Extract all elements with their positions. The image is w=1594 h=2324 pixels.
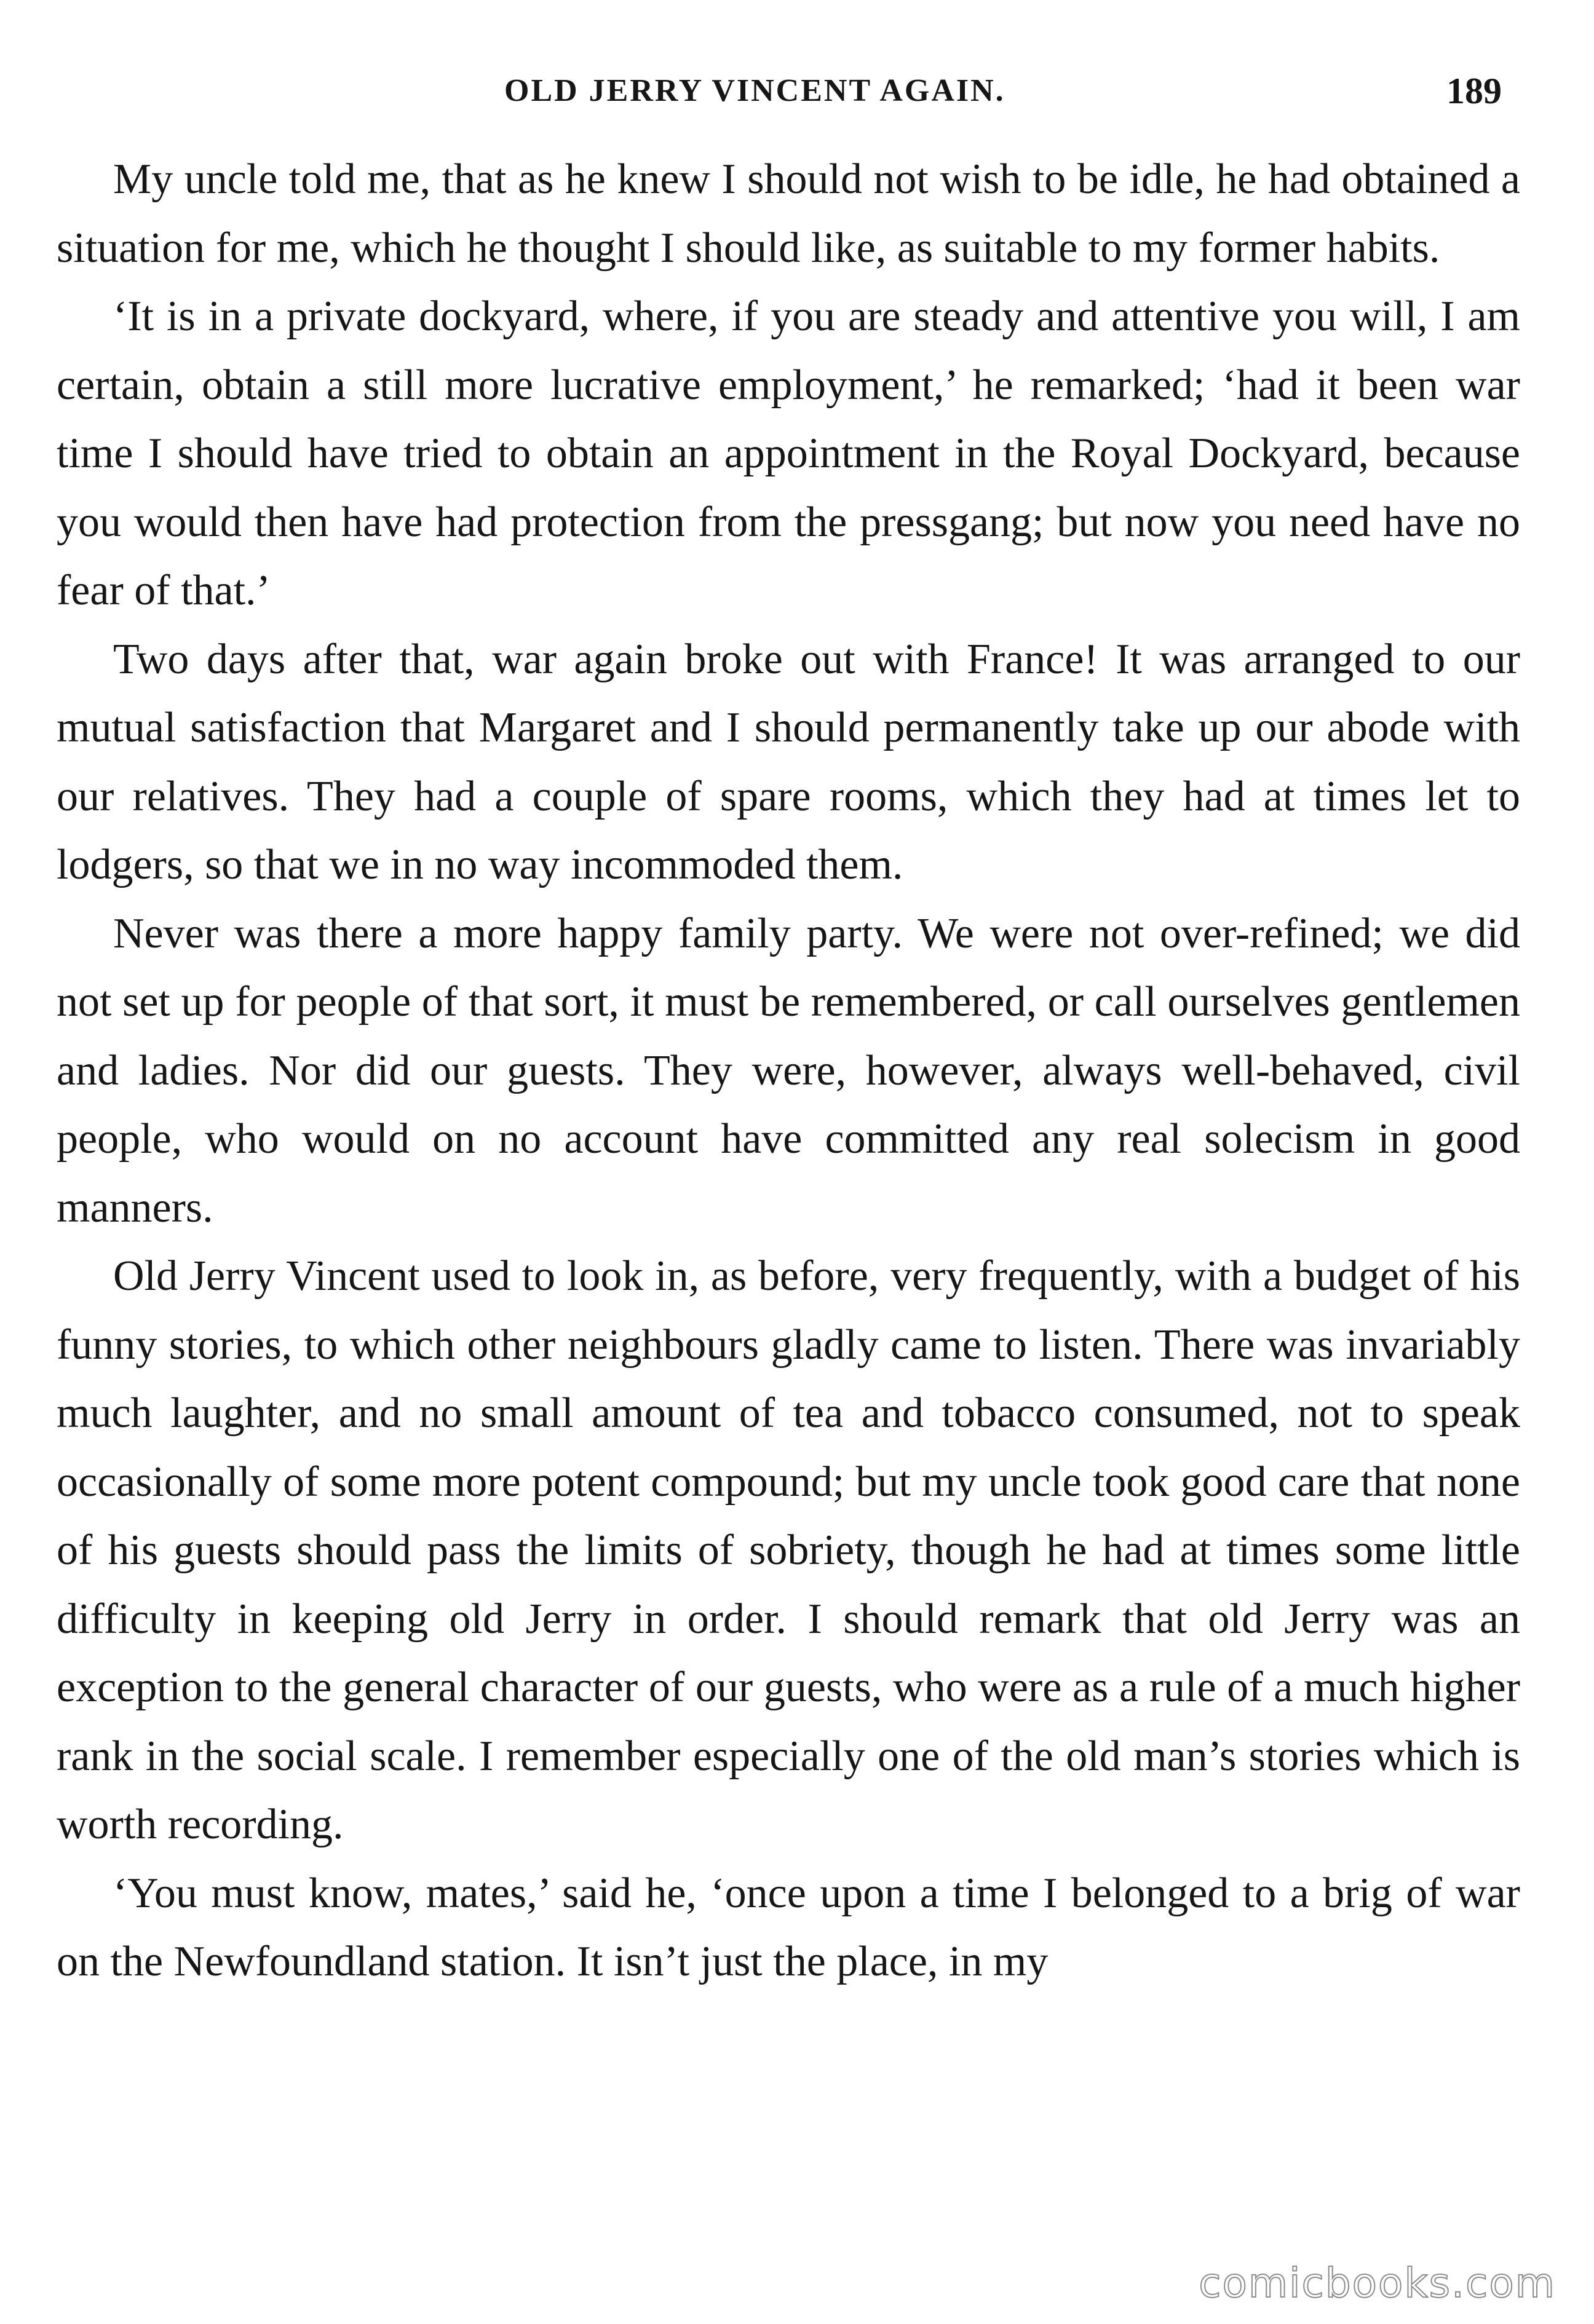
paragraph: Never was there a more happy family party. We were not over-refined; we did not set up for people of that sort, it must be remembered, or call ourselves gentlemen and ladies. Nor did our guests. They were, however, always well-behaved, civil people, who would on no account have committed any real solecism in good manners. — [57, 909, 1520, 1231]
page-number: 189 — [1446, 71, 1502, 111]
paragraph: ‘It is in a private dockyard, where, if you are steady and attentive you will, I am certain, obtain a still more lucrative employment,’ he remarked; ‘had it been war time I should have tried to obtain an appointment in the Royal Dockyard, because you would then have had protection from the pressgang; but now you need have no fear of that.’ — [57, 293, 1520, 614]
paragraph: ‘You must know, mates,’ said he, ‘once upon a time I belonged to a brig of war on the Newfoundland station. It isn’t just the place, in my — [57, 1869, 1520, 1985]
running-title: OLD JERRY VINCENT AGAIN. — [504, 73, 1005, 108]
paragraph: Two days after that, war again broke out with France! It was arranged to our mutual satisfaction that Margaret and I should permanently take up our abode with our relatives. They had a couple of spare rooms, which they had at times let to lodgers, so that we in no way incommoded them. — [57, 635, 1520, 888]
body-text — [57, 145, 1520, 2186]
paragraph: My uncle told me, that as he knew I should not wish to be idle, he had obtained a situation for me, which he thought I should like, as suitable to my former habits. — [57, 156, 1520, 272]
watermark: comicbooks.com — [1199, 2259, 1556, 2307]
paragraph: Old Jerry Vincent used to look in, as before, very frequently, with a budget of his funny stories, to which other neighbours gladly came to listen. There was invariably much laughter, and no small amount of tea and tobacco consumed, not to speak occasionally of some more potent compound; but my uncle took good care that none of his guests should pass the limits of sobriety, though he had at times some little difficulty in keeping old Jerry in order. I should remark that old Jerry was an exception to the general character of our guests, who were as a rule of a much higher rank in the social scale. I remember especially one of the old man’s stories which is worth recording. — [57, 1252, 1520, 1848]
page-header — [0, 66, 1594, 116]
